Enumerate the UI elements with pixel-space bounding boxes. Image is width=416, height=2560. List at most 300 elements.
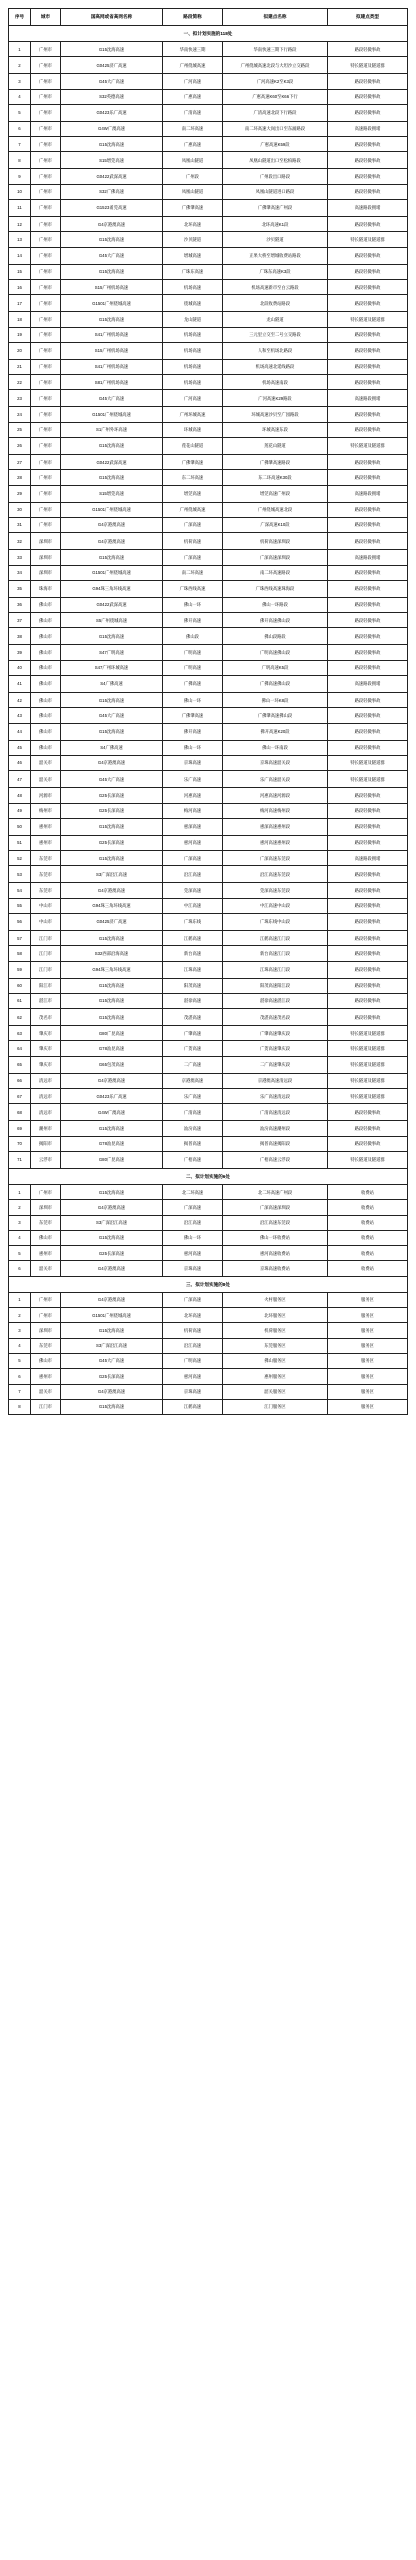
cell-index: 1	[9, 1184, 31, 1199]
table-row	[9, 1353, 408, 1368]
cell-site: 北环高速K1段	[223, 217, 328, 232]
cell-city: 韶关市	[31, 1384, 61, 1399]
cell-site: 佛山一环K8段	[223, 693, 328, 708]
cell-section: 广州段	[163, 169, 223, 184]
cell-city: 广州市	[31, 485, 61, 502]
cell-section: 京珠高速	[163, 1261, 223, 1276]
cell-site: 新台高速江门段	[223, 946, 328, 961]
cell-expressway: G78汕昆高速	[61, 1136, 163, 1151]
cell-expressway: G15沈海高速	[61, 1230, 163, 1245]
cell-site: 佛山一环收费站	[223, 1230, 328, 1245]
cell-type: 路段轻微事故	[328, 89, 408, 104]
cell-expressway: G4京港澳高速	[61, 1073, 163, 1088]
cell-section: 佛开高速	[163, 613, 223, 628]
cell-index: 14	[9, 247, 31, 264]
cell-section: 绕城高速	[163, 295, 223, 312]
cell-expressway: S15增莞高速	[61, 152, 163, 169]
table-row	[9, 1089, 408, 1104]
cell-index: 25	[9, 422, 31, 437]
cell-type: 路段轻微事故	[328, 565, 408, 580]
cell-expressway: G0422武深高速	[61, 455, 163, 470]
cell-expressway: G15沈海高速	[61, 232, 163, 247]
cell-expressway: G15沈海高速	[61, 1399, 163, 1414]
cell-index: 46	[9, 755, 31, 770]
cell-expressway: G25长深高速	[61, 1369, 163, 1384]
cell-index: 66	[9, 1073, 31, 1088]
cell-section: 广珠东线	[163, 913, 223, 930]
cell-section: 广惠高速	[163, 137, 223, 152]
cell-site: 广佛肇高速路段	[223, 455, 328, 470]
cell-city: 深圳市	[31, 1200, 61, 1215]
header-expressway-name: 国高网或省高网名称	[61, 9, 163, 26]
cell-section: 新台高速	[163, 946, 223, 961]
cell-site: 机场高速北延线路段	[223, 359, 328, 374]
header-city: 城市	[31, 9, 61, 26]
cell-section: 广深高速	[163, 550, 223, 565]
cell-type: 收费站	[328, 1261, 408, 1276]
cell-section: 广肇高速	[163, 1026, 223, 1041]
cell-type: 高速路段拥堵	[328, 121, 408, 136]
cell-index: 7	[9, 137, 31, 152]
cell-index: 58	[9, 946, 31, 961]
cell-site: 增莞高速广州段	[223, 485, 328, 502]
cell-site: 广珠东线中山段	[223, 913, 328, 930]
cell-section: 北环高速	[163, 1308, 223, 1323]
cell-type: 高速路段拥堵	[328, 390, 408, 407]
cell-site: 人和至机场北路段	[223, 342, 328, 359]
cell-city: 广州市	[31, 470, 61, 485]
cell-site: 广佛肇高速佛山段	[223, 708, 328, 723]
table-header	[9, 9, 408, 26]
cell-type: 收费站	[328, 1230, 408, 1245]
cell-site: 机场高速南段	[223, 375, 328, 390]
cell-section: 广深高速	[163, 851, 223, 866]
cell-section: 广惠高速	[163, 89, 223, 104]
cell-site: 揭普高速揭阳段	[223, 1136, 328, 1151]
cell-city: 潮州市	[31, 1121, 61, 1136]
cell-type: 特长隧道及隧道群	[328, 1056, 408, 1073]
cell-site: 广惠高速K59段	[223, 137, 328, 152]
cell-section: 莲花山隧道	[163, 438, 223, 455]
cell-section: 沙贝隧道	[163, 232, 223, 247]
table-row	[9, 613, 408, 628]
cell-site: 江珠高速江门段	[223, 961, 328, 978]
cell-section: 河惠高速	[163, 788, 223, 803]
cell-city: 梅州市	[31, 803, 61, 818]
document-page	[8, 8, 407, 1415]
cell-section: 北二环高速	[163, 1184, 223, 1199]
table-row	[9, 1121, 408, 1136]
cell-expressway: G45大广高速	[61, 771, 163, 788]
table-row	[9, 961, 408, 978]
table-row	[9, 359, 408, 374]
cell-index: 6	[9, 121, 31, 136]
cell-city: 揭阳市	[31, 1136, 61, 1151]
cell-city: 广州市	[31, 232, 61, 247]
cell-index: 32	[9, 533, 31, 550]
cell-expressway: G0425济广高速	[61, 57, 163, 74]
table-row	[9, 803, 408, 818]
cell-site: 汕汾高速潮州段	[223, 1121, 328, 1136]
cell-section: 佛山一环	[163, 693, 223, 708]
table-row	[9, 1261, 408, 1276]
cell-index: 49	[9, 803, 31, 818]
cell-site: 广清高速北段下行路段	[223, 104, 328, 121]
cell-city: 东莞市	[31, 866, 61, 883]
table-row	[9, 1338, 408, 1353]
cell-index: 5	[9, 104, 31, 121]
cell-site: 凤凰山隧道进口路段	[223, 184, 328, 199]
cell-city: 佛山市	[31, 628, 61, 645]
cell-site: 佛山服务区	[223, 1353, 328, 1368]
cell-type: 高速路段拥堵	[328, 200, 408, 217]
cell-index: 67	[9, 1089, 31, 1104]
cell-index: 12	[9, 217, 31, 232]
cell-site: 广珠东高速K3段	[223, 264, 328, 279]
cell-type: 路段轻微事故	[328, 375, 408, 390]
section-header-row	[9, 26, 408, 42]
cell-expressway: S3广深沿江高速	[61, 1215, 163, 1230]
cell-expressway: G15沈海高速	[61, 978, 163, 993]
cell-section: 机荷高速	[163, 1323, 223, 1338]
cell-city: 广州市	[31, 375, 61, 390]
cell-index: 44	[9, 723, 31, 740]
cell-index: 30	[9, 502, 31, 517]
cell-site: 华南快速三期下行路段	[223, 42, 328, 57]
cell-city: 惠州市	[31, 1369, 61, 1384]
cell-city: 阳江市	[31, 978, 61, 993]
cell-site: 乐广高速韶关段	[223, 771, 328, 788]
cell-index: 57	[9, 930, 31, 945]
cell-index: 9	[9, 169, 31, 184]
cell-index: 13	[9, 232, 31, 247]
cell-site: 湛徐高速湛江段	[223, 993, 328, 1008]
cell-section: 广州环城高速	[163, 407, 223, 422]
cell-expressway: G94珠三角环线高速	[61, 580, 163, 597]
cell-section: 惠河高速	[163, 835, 223, 850]
cell-expressway: G65包茂高速	[61, 1056, 163, 1073]
cell-index: 68	[9, 1104, 31, 1121]
cell-section: 增莞高速	[163, 485, 223, 502]
cell-city: 茂名市	[31, 1009, 61, 1026]
cell-site: 东二环高速K30段	[223, 470, 328, 485]
cell-site: 广佛高速佛山段	[223, 676, 328, 693]
cell-site: 京珠高速收费站	[223, 1261, 328, 1276]
table-row	[9, 104, 408, 121]
cell-expressway: G4京港澳高速	[61, 517, 163, 532]
cell-type: 路段轻微事故	[328, 597, 408, 612]
cell-city: 广州市	[31, 247, 61, 264]
table-row	[9, 342, 408, 359]
table-row	[9, 708, 408, 723]
cell-site: 机荷高速深圳段	[223, 533, 328, 550]
section-header-row	[9, 1276, 408, 1292]
cell-expressway: S81广州机场高速	[61, 375, 163, 390]
cell-expressway: G25长深高速	[61, 835, 163, 850]
cell-expressway: S32英德高速	[61, 89, 163, 104]
table-row	[9, 485, 408, 502]
cell-city: 肇庆市	[31, 1041, 61, 1056]
cell-index: 19	[9, 327, 31, 342]
cell-site: 南二环高速大岗出口至东涌路段	[223, 121, 328, 136]
cell-type: 路段轻微事故	[328, 898, 408, 913]
table-row	[9, 788, 408, 803]
cell-type: 路段轻微事故	[328, 818, 408, 835]
cell-city: 深圳市	[31, 550, 61, 565]
cell-site: 环城高速东段	[223, 422, 328, 437]
cell-index: 42	[9, 693, 31, 708]
cell-index: 56	[9, 913, 31, 930]
cell-index: 40	[9, 660, 31, 675]
cell-section: 广佛肇高速	[163, 708, 223, 723]
cell-site: 惠深高速惠州段	[223, 818, 328, 835]
cell-type: 路段轻微事故	[328, 1009, 408, 1026]
cell-city: 广州市	[31, 295, 61, 312]
cell-city: 广州市	[31, 422, 61, 437]
cell-section: 华南快速三期	[163, 42, 223, 57]
table-row	[9, 898, 408, 913]
table-row	[9, 1200, 408, 1215]
table-row	[9, 835, 408, 850]
table-row	[9, 1230, 408, 1245]
cell-type: 路段轻微事故	[328, 1104, 408, 1121]
table-row	[9, 390, 408, 407]
cell-index: 64	[9, 1041, 31, 1056]
cell-type: 路段轻微事故	[328, 359, 408, 374]
table-row	[9, 580, 408, 597]
cell-type: 路段轻微事故	[328, 978, 408, 993]
cell-site: 北段收费站路段	[223, 295, 328, 312]
cell-expressway: S47广明高速	[61, 645, 163, 660]
cell-expressway: S41广州机场高速	[61, 327, 163, 342]
cell-expressway: G80广昆高速	[61, 1151, 163, 1168]
cell-index: 21	[9, 359, 31, 374]
cell-expressway: G15沈海高速	[61, 1184, 163, 1199]
cell-index: 4	[9, 89, 31, 104]
cell-index: 3	[9, 74, 31, 89]
table-row	[9, 455, 408, 470]
cell-expressway: S3广深沿江高速	[61, 1338, 163, 1353]
cell-city: 清远市	[31, 1104, 61, 1121]
cell-city: 东莞市	[31, 851, 61, 866]
cell-site: 广州绕城高速北段	[223, 502, 328, 517]
cell-expressway: G1501广州绕城高速	[61, 407, 163, 422]
cell-type: 路段轻微事故	[328, 993, 408, 1008]
cell-type: 路段轻微事故	[328, 1136, 408, 1151]
table-row	[9, 913, 408, 930]
cell-city: 河源市	[31, 788, 61, 803]
cell-type: 路段轻微事故	[328, 930, 408, 945]
cell-section: 广清高速	[163, 1104, 223, 1121]
cell-expressway: G15沈海高速	[61, 993, 163, 1008]
table-row	[9, 152, 408, 169]
section-title: 三、拟计划实施的8处	[9, 1276, 408, 1292]
cell-city: 中山市	[31, 913, 61, 930]
cell-type: 路段轻微事故	[328, 169, 408, 184]
cell-expressway: G15沈海高速	[61, 312, 163, 327]
cell-expressway: G80广昆高速	[61, 1026, 163, 1041]
cell-section: 广深高速	[163, 517, 223, 532]
cell-type: 路段轻微事故	[328, 740, 408, 755]
cell-site: 北环服务区	[223, 1308, 328, 1323]
cell-expressway: G0422武深高速	[61, 597, 163, 612]
cell-city: 江门市	[31, 930, 61, 945]
cell-expressway: G1523甬莞高速	[61, 200, 163, 217]
cell-expressway: S1广州外环高速	[61, 422, 163, 437]
cell-city: 湛江市	[31, 993, 61, 1008]
cell-city: 广州市	[31, 200, 61, 217]
cell-expressway: G4京港澳高速	[61, 755, 163, 770]
cell-site: 广深高速东莞段	[223, 851, 328, 866]
table-row	[9, 533, 408, 550]
cell-city: 广州市	[31, 217, 61, 232]
cell-site: 河惠高速河源段	[223, 788, 328, 803]
cell-expressway: G15沈海高速	[61, 550, 163, 565]
cell-expressway: S15广州机场高速	[61, 342, 163, 359]
header-site-name: 拟建点名称	[223, 9, 328, 26]
table-row	[9, 169, 408, 184]
cell-expressway: G15沈海高速	[61, 1121, 163, 1136]
cell-index: 4	[9, 1230, 31, 1245]
cell-index: 18	[9, 312, 31, 327]
cell-section: 广珠西线高速	[163, 580, 223, 597]
cell-section: 佛山一环	[163, 740, 223, 755]
cell-site: 沙贝隧道	[223, 232, 328, 247]
section-header-row	[9, 1168, 408, 1184]
cell-index: 54	[9, 883, 31, 898]
cell-expressway: G45大广高速	[61, 247, 163, 264]
cell-city: 佛山市	[31, 613, 61, 628]
cell-index: 51	[9, 835, 31, 850]
cell-index: 29	[9, 485, 31, 502]
cell-city: 广州市	[31, 137, 61, 152]
cell-section: 广州绕城高速	[163, 57, 223, 74]
cell-city: 广州市	[31, 438, 61, 455]
cell-index: 6	[9, 1261, 31, 1276]
cell-city: 东莞市	[31, 883, 61, 898]
cell-expressway: G15沈海高速	[61, 693, 163, 708]
cell-section: 广佛肇高速	[163, 455, 223, 470]
cell-index: 59	[9, 961, 31, 978]
cell-expressway: G45大广高速	[61, 708, 163, 723]
cell-type: 服务区	[328, 1292, 408, 1307]
cell-expressway: G45大广高速	[61, 74, 163, 89]
table-row	[9, 295, 408, 312]
cell-type: 服务区	[328, 1323, 408, 1338]
cell-expressway: S41广州机场高速	[61, 359, 163, 374]
cell-expressway: S3广深沿江高速	[61, 866, 163, 883]
cell-city: 广州市	[31, 279, 61, 294]
cell-site: 沿江高速东莞段	[223, 1215, 328, 1230]
cell-city: 广州市	[31, 1308, 61, 1323]
cell-city: 深圳市	[31, 533, 61, 550]
cell-index: 39	[9, 645, 31, 660]
cell-section: 沿江高速	[163, 866, 223, 883]
cell-type: 路段轻微事故	[328, 152, 408, 169]
cell-expressway: G0423乐广高速	[61, 104, 163, 121]
cell-expressway: G15沈海高速	[61, 723, 163, 740]
cell-expressway: G0423乐广高速	[61, 1089, 163, 1104]
cell-site: 惠州服务区	[223, 1369, 328, 1384]
cell-expressway: G1501广州绕城高速	[61, 295, 163, 312]
cell-expressway: S47广州环城高速	[61, 660, 163, 675]
table-row	[9, 1369, 408, 1384]
cell-type: 路段轻微事故	[328, 961, 408, 978]
table-row	[9, 1292, 408, 1307]
cell-site: 梅河高速梅州段	[223, 803, 328, 818]
cell-site: 京港澳高速清远段	[223, 1073, 328, 1088]
cell-section: 乐广高速	[163, 771, 223, 788]
cell-index: 3	[9, 1323, 31, 1338]
cell-site: 广佛肇高速广州段	[223, 200, 328, 217]
cell-index: 24	[9, 407, 31, 422]
section-title: 二、拟计划实施的6处	[9, 1168, 408, 1184]
cell-section: 南二环高速	[163, 121, 223, 136]
cell-type: 特长隧道及隧道群	[328, 438, 408, 455]
table-row	[9, 121, 408, 136]
cell-index: 2	[9, 1200, 31, 1215]
cell-section: 广明高速	[163, 1353, 223, 1368]
cell-city: 广州市	[31, 312, 61, 327]
cell-expressway: S32广佛高速	[61, 184, 163, 199]
cell-section: 凤凰山隧道	[163, 184, 223, 199]
table-row	[9, 89, 408, 104]
cell-section: 京港澳高速	[163, 1073, 223, 1088]
cell-index: 5	[9, 1246, 31, 1261]
cell-expressway: G15沈海高速	[61, 851, 163, 866]
cell-type: 路段轻微事故	[328, 835, 408, 850]
cell-expressway: S15增莞高速	[61, 485, 163, 502]
cell-section: 机场高速	[163, 342, 223, 359]
cell-city: 佛山市	[31, 723, 61, 740]
cell-city: 深圳市	[31, 565, 61, 580]
cell-city: 惠州市	[31, 1246, 61, 1261]
table-row	[9, 993, 408, 1008]
cell-index: 22	[9, 375, 31, 390]
cell-type: 路段轻微事故	[328, 422, 408, 437]
cell-expressway: G1501广州绕城高速	[61, 502, 163, 517]
table-row	[9, 1246, 408, 1261]
cell-index: 2	[9, 1308, 31, 1323]
cell-section: 广河高速	[163, 390, 223, 407]
cell-site: 莞深高速东莞段	[223, 883, 328, 898]
cell-type: 特长隧道及隧道群	[328, 232, 408, 247]
cell-section: 莞深高速	[163, 883, 223, 898]
cell-expressway: G25长深高速	[61, 1246, 163, 1261]
cell-city: 佛山市	[31, 597, 61, 612]
cell-site: 广贺高速肇庆段	[223, 1041, 328, 1056]
table-row	[9, 42, 408, 57]
cell-index: 38	[9, 628, 31, 645]
cell-type: 路段轻微事故	[328, 502, 408, 517]
table-row	[9, 565, 408, 580]
cell-site: 三元里立交至二号立交路段	[223, 327, 328, 342]
cell-site: 中江高速中山段	[223, 898, 328, 913]
cell-section: 京珠高速	[163, 1384, 223, 1399]
table-row	[9, 930, 408, 945]
cell-site: 龙山隧道	[223, 312, 328, 327]
cell-city: 珠海市	[31, 580, 61, 597]
cell-city: 广州市	[31, 152, 61, 169]
cell-section: 江鹤高速	[163, 1399, 223, 1414]
cell-site: 广州绕城高速北段与大坦沙立交路段	[223, 57, 328, 74]
cell-type: 路段轻微事故	[328, 693, 408, 708]
cell-section: 沿江高速	[163, 1338, 223, 1353]
cell-section: 茂湛高速	[163, 1009, 223, 1026]
cell-expressway: G4京港澳高速	[61, 1384, 163, 1399]
cell-expressway: G15沈海高速	[61, 930, 163, 945]
table-row	[9, 1136, 408, 1151]
